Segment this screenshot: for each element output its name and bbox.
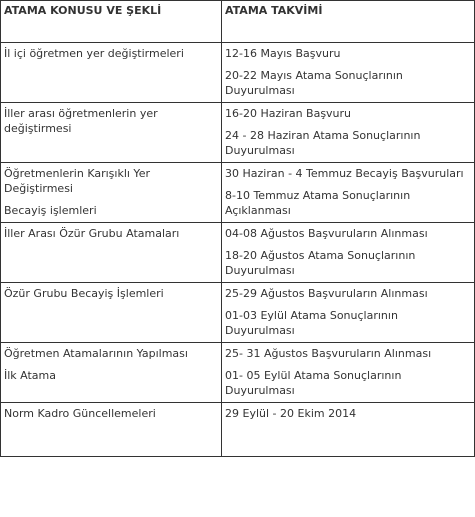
schedule-text: 20-22 Mayıs Atama Sonuçlarının Duyurulması — [225, 69, 403, 97]
subject-cell — [1, 223, 222, 283]
schedule-text: 01-03 Eylül Atama Sonuçlarının Duyurulması — [225, 309, 398, 337]
subject-text: İller arası öğretmenlerin yer değiştirmesi — [4, 107, 158, 135]
header-schedule: ATAMA TAKVİMİ — [222, 1, 475, 43]
table-row — [1, 163, 475, 223]
schedule-cell — [222, 223, 475, 283]
subject-cell — [1, 43, 222, 103]
schedule-cell — [222, 403, 475, 457]
schedule-text: 01- 05 Eylül Atama Sonuçlarının Duyurulması — [225, 369, 402, 397]
schedule-cell — [222, 283, 475, 343]
subject-cell — [1, 283, 222, 343]
table-row — [1, 283, 475, 343]
subject-text: Norm Kadro Güncellemeleri — [4, 407, 156, 420]
schedule-cell — [222, 103, 475, 163]
schedule-text: 8-10 Temmuz Atama Sonuçlarının Açıklanması — [225, 189, 411, 217]
schedule-text: 04-08 Ağustos Başvuruların Alınması — [225, 227, 428, 240]
subject-cell — [1, 343, 222, 403]
schedule-text: 16-20 Haziran Başvuru — [225, 107, 352, 120]
table-row — [1, 43, 475, 103]
schedule-text: 18-20 Ağustos Atama Sonuçlarının Duyurulması — [225, 249, 416, 277]
table-header-row — [1, 1, 475, 43]
subject-cell — [1, 103, 222, 163]
subject-text: Özür Grubu Becayiş İşlemleri — [4, 287, 164, 300]
subject-text: İl içi öğretmen yer değiştirmeleri — [4, 47, 184, 60]
subject-text: Öğretmen Atamalarının Yapılması — [4, 347, 188, 360]
table-row — [1, 223, 475, 283]
subject-text: İlk Atama — [4, 369, 57, 382]
schedule-cell — [222, 43, 475, 103]
schedule-text: 29 Eylül - 20 Ekim 2014 — [225, 407, 357, 420]
subject-cell — [1, 163, 222, 223]
schedule-text: 25- 31 Ağustos Başvuruların Alınması — [225, 347, 432, 360]
schedule-cell — [222, 163, 475, 223]
schedule-text: 25-29 Ağustos Başvuruların Alınması — [225, 287, 428, 300]
table-row — [1, 403, 475, 457]
subject-text: İller Arası Özür Grubu Atamaları — [4, 227, 180, 240]
header-subject: ATAMA KONUSU VE ŞEKLİ — [1, 1, 222, 43]
schedule-cell — [222, 343, 475, 403]
subject-cell — [1, 403, 222, 457]
schedule-text: 30 Haziran - 4 Temmuz Becayiş Başvuruları — [225, 167, 464, 180]
subject-text: Öğretmenlerin Karışıklı Yer Değiştirmesi — [4, 167, 150, 195]
subject-text: Becayiş işlemleri — [4, 204, 97, 217]
schedule-text: 24 - 28 Haziran Atama Sonuçlarının Duyurulması — [225, 129, 421, 157]
table-row — [1, 343, 475, 403]
table-row — [1, 103, 475, 163]
schedule-text: 12-16 Mayıs Başvuru — [225, 47, 341, 60]
